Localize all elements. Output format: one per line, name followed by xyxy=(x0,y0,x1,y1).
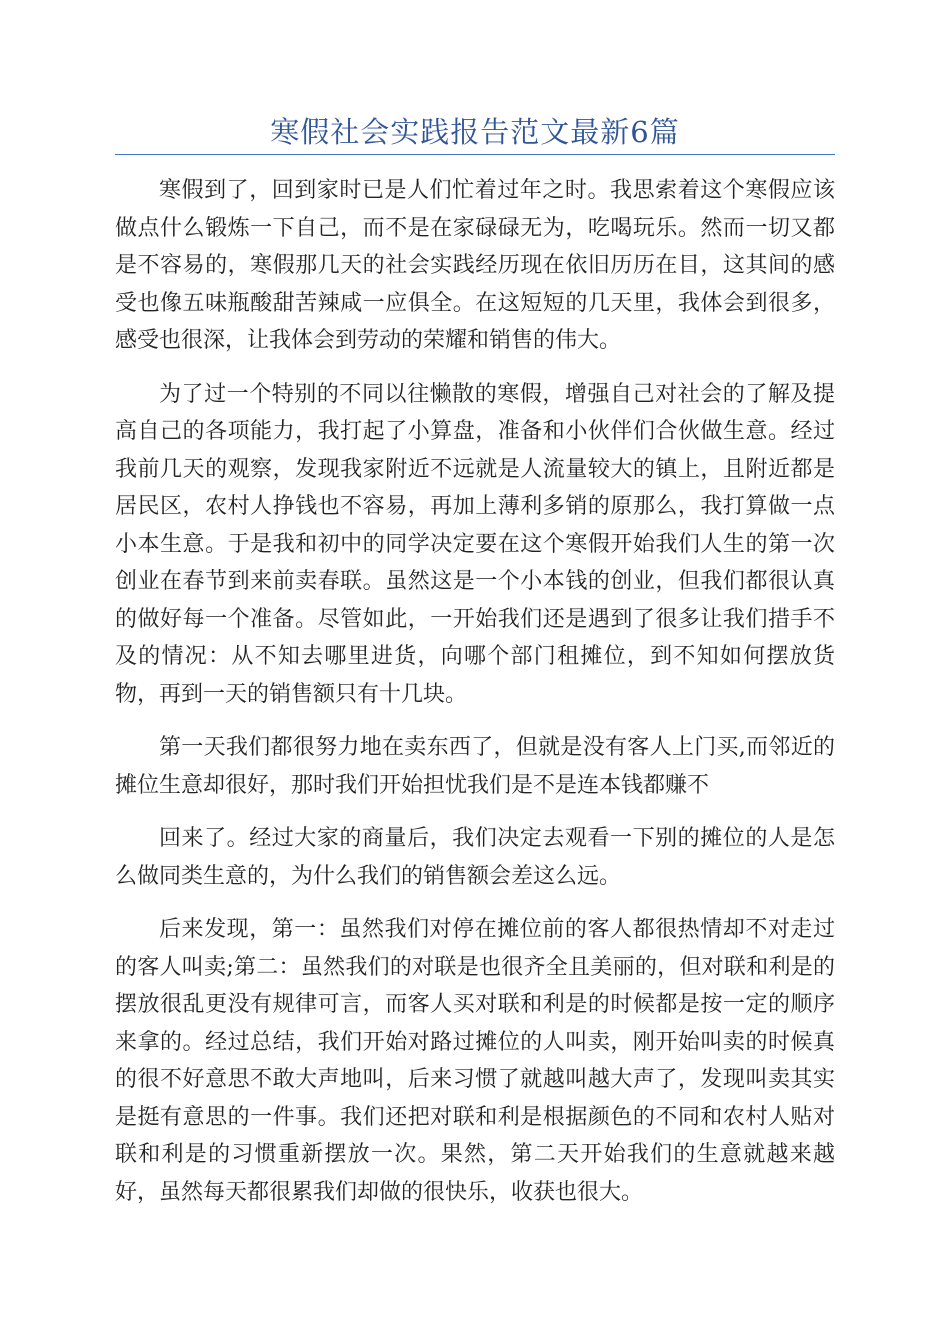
paragraph-3: 第一天我们都很努力地在卖东西了，但就是没有客人上门买,而邻近的摊位生意却很好，那时我们开始担忧我们是不是连本钱都赚不 xyxy=(115,735,835,798)
paragraph-2: 为了过一个特别的不同以往懒散的寒假，增强自己对社会的了解及提高自己的各项能力，我打起了小算盘，准备和小伙伴们合伙做生意。经过我前几天的观察，发现我家附近不远就是人流量较大的镇上，且附近都是居民区，农村人挣钱也不容易，再加上薄利多销的原那么，我打算做一点小本生意。于是我和初中的同学决定要在这个寒假开始我们人生的第一次创业在春节到来前卖春联。虽然这是一个小本钱的创业，但我们都很认真的做好每一个准备。尽管如此，一开始我们还是遇到了很多让我们措手不及的情况：从不知去哪里进货，向哪个部门租摊位，到不知如何摆放货物，再到一天的销售额只有十几块。 xyxy=(115,381,835,707)
document-title: 寒假社会实践报告范文最新6篇 xyxy=(270,115,680,149)
paragraph-5: 后来发现，第一：虽然我们对停在摊位前的客人都很热情却不对走过的客人叫卖;第二：虽然我们的对联是也很齐全且美丽的，但对联和利是的摆放很乱更没有规律可言，而客人买对联和利是的时候都是按一定的顺序来拿的。经过总结，我们开始对路过摊位的人叫卖，刚开始叫卖的时候真的很不好意思不敢大声地叫，后来习惯了就越叫越大声了，发现叫卖其实是挺有意思的一件事。我们还把对联和利是根据颜色的不同和农村人贴对联和利是的习惯重新摆放一次。果然，第二天开始我们的生意就越来越好，虽然每天都很累我们却做的很快乐，收获也很大。 xyxy=(115,917,835,1205)
paragraph-4: 回来了。经过大家的商量后，我们决定去观看一下别的摊位的人是怎么做同类生意的，为什么我们的销售额会差这么远。 xyxy=(115,826,835,889)
document-body xyxy=(115,172,835,1227)
paragraph-1: 寒假到了，回到家时已是人们忙着过年之时。我思索着这个寒假应该做点什么锻炼一下自己，而不是在家碌碌无为，吃喝玩乐。然而一切又都是不容易的，寒假那几天的社会实践经历现在依旧历历在目，这其间的感受也像五味瓶酸甜苦辣咸一应俱全。在这短短的几天里，我体会到很多，感受也很深，让我体会到劳动的荣耀和销售的伟大。 xyxy=(115,178,835,353)
title-underline xyxy=(115,154,835,155)
